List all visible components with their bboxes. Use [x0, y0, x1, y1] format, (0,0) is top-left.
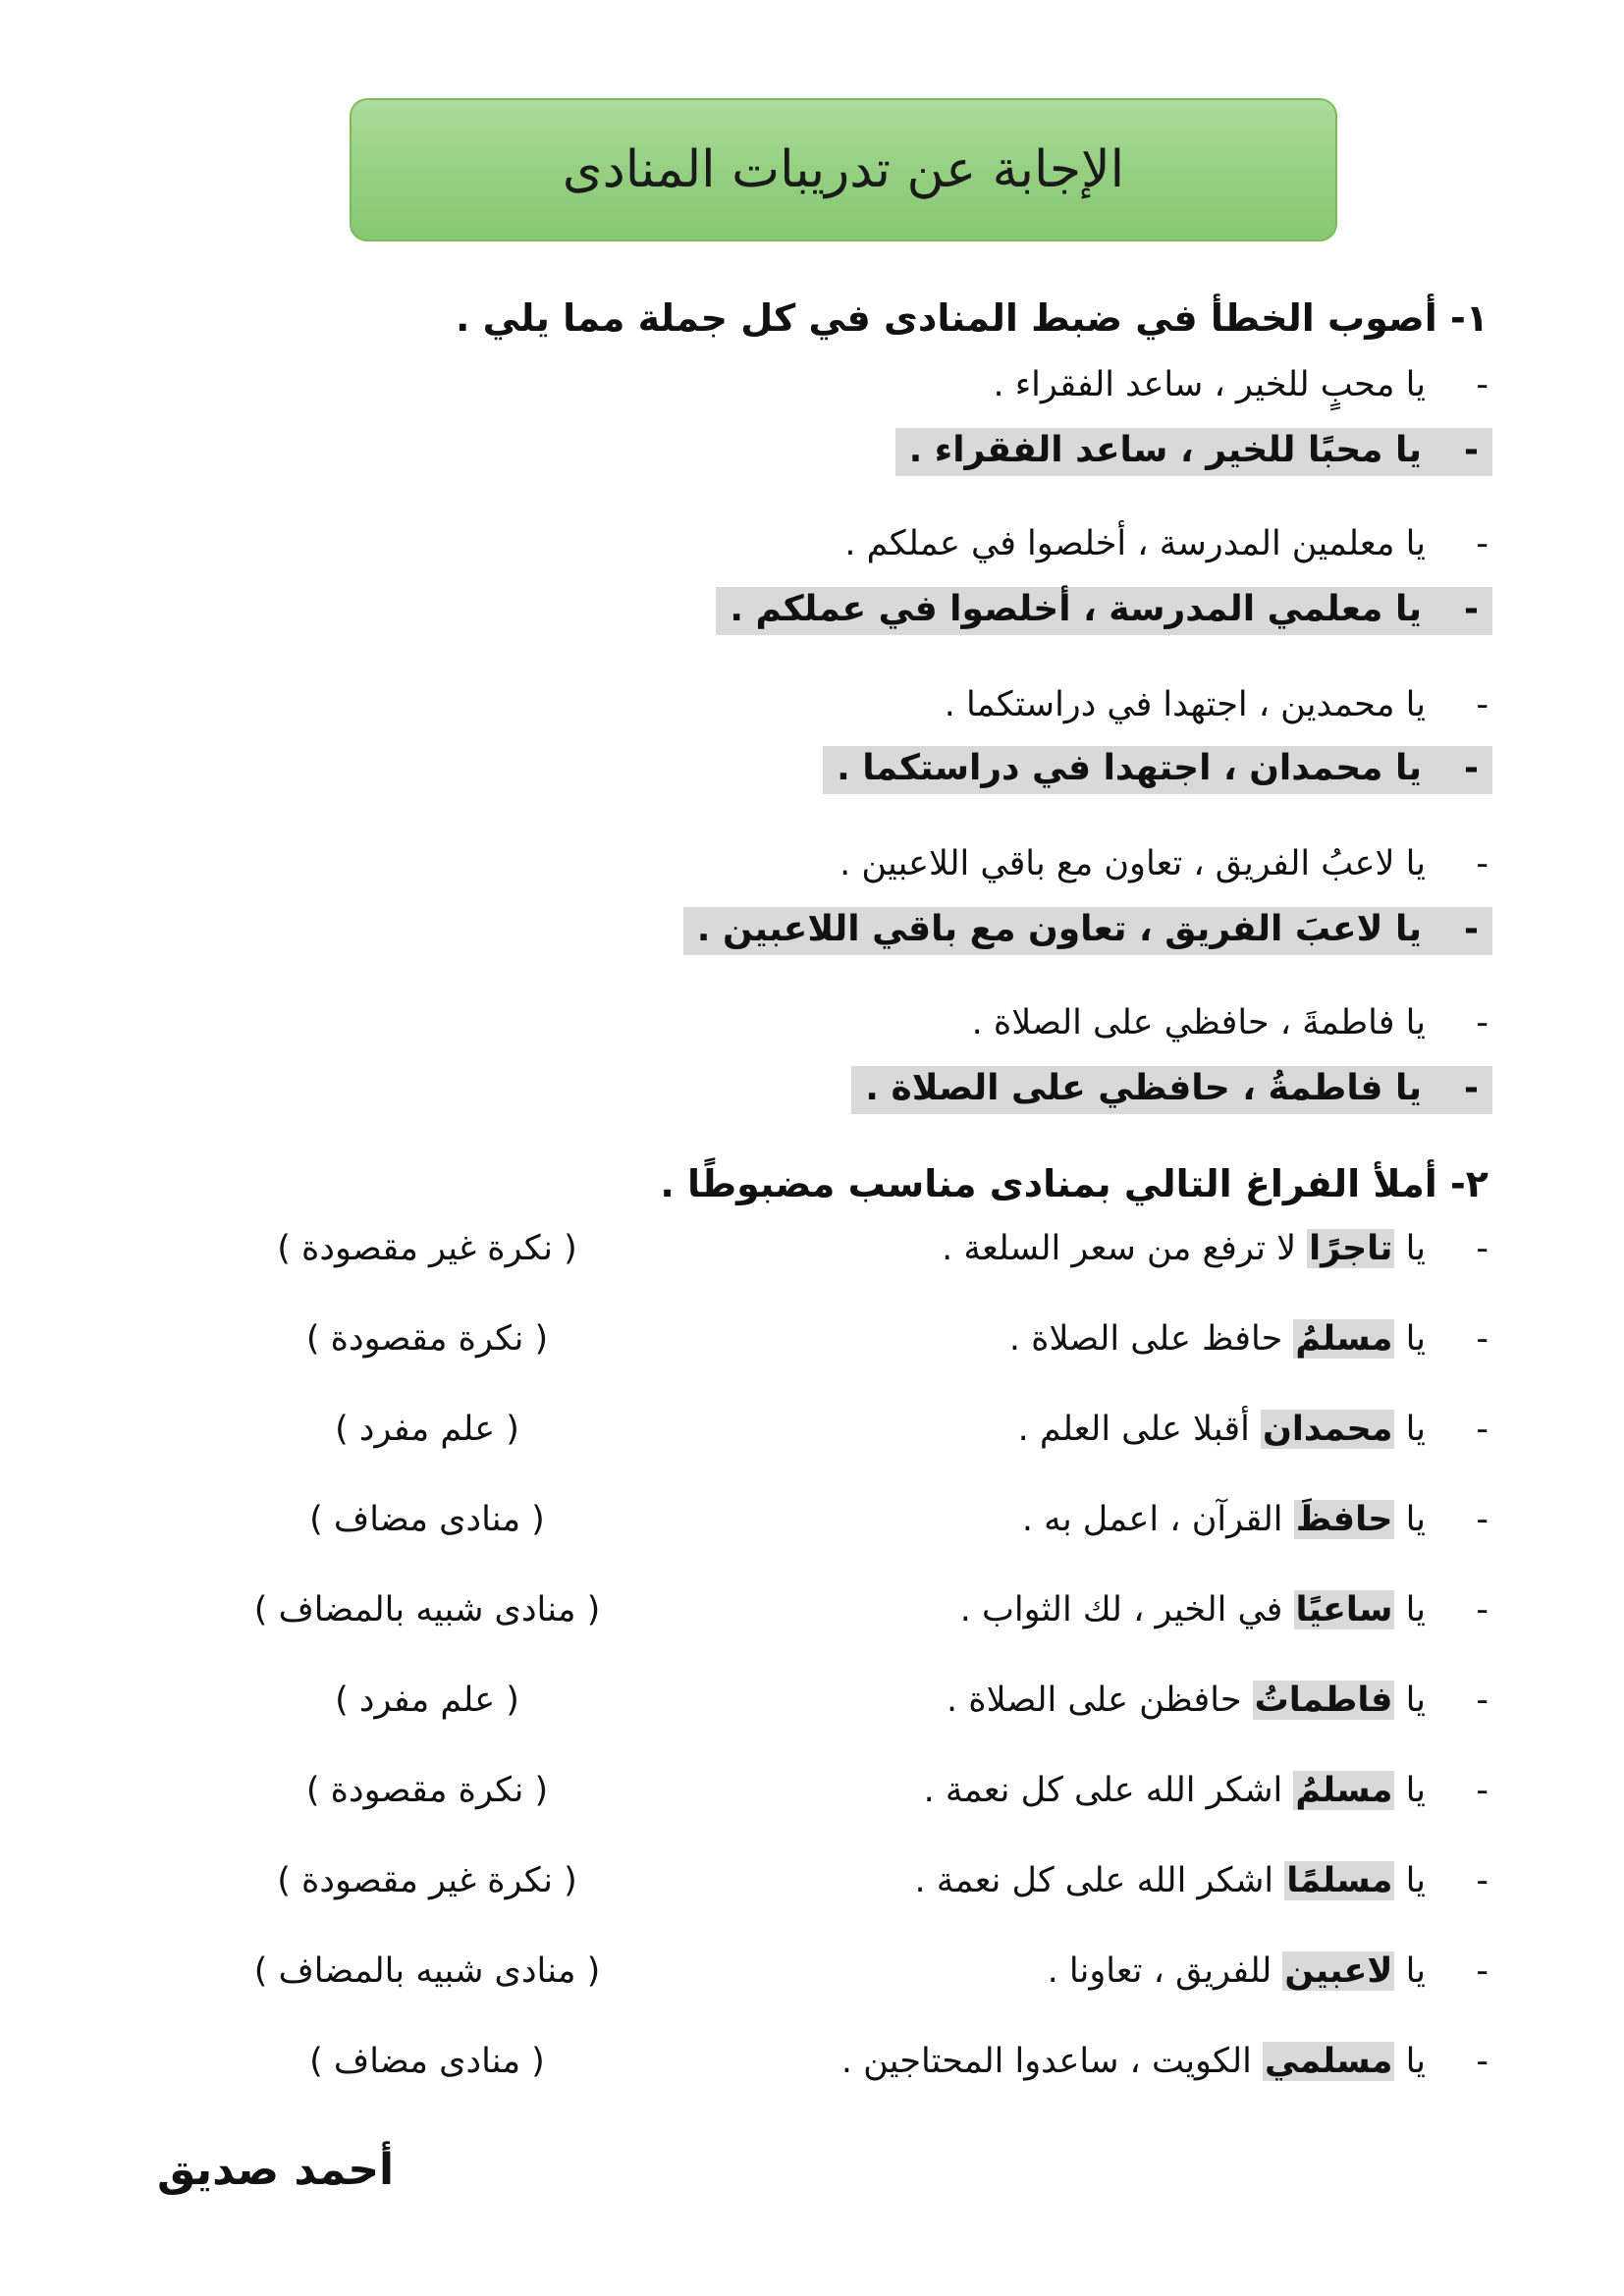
- section1-answer-5: - يا فاطمةُ ، حافظي على الصلاة .: [851, 1066, 1492, 1114]
- section1-answer-4: - يا لاعبَ الفريق ، تعاون مع باقي اللاعبين .: [683, 907, 1492, 955]
- section2-type-9: ( منادى شبيه بالمضاف ): [253, 1951, 601, 1991]
- section1-question-2: - يا معلمين المدرسة ، أخلصوا في عملكم .: [844, 524, 1489, 563]
- section1-answer-2: - يا معلمي المدرسة ، أخلصوا في عملكم .: [716, 587, 1492, 635]
- section2-type-1: ( نكرة غير مقصودة ): [277, 1229, 577, 1268]
- section2-type-4: ( منادى مضاف ): [309, 1500, 545, 1539]
- section2-item-4: - يا حافظَ القرآن ، اعمل به .: [1021, 1500, 1489, 1539]
- section1-question-5: - يا فاطمةَ ، حافظي على الصلاة .: [971, 1003, 1489, 1042]
- author-signature: أحمد صديق: [157, 2145, 395, 2195]
- section2-item-2: - يا مسلمُ حافظ على الصلاة .: [1008, 1319, 1489, 1359]
- section2-item-1: - يا تاجرًا لا ترفع من سعر السلعة .: [942, 1229, 1489, 1268]
- title-banner: [350, 98, 1337, 241]
- section2-type-2: ( نكرة مقصودة ): [305, 1319, 549, 1359]
- section2-type-5: ( منادى شبيه بالمضاف ): [253, 1590, 601, 1629]
- section1-question-1: - يا محبٍ للخير ، ساعد الفقراء .: [993, 365, 1489, 404]
- section2-type-7: ( نكرة مقصودة ): [305, 1771, 549, 1810]
- section2-item-7: - يا مسلمُ اشكر الله على كل نعمة .: [923, 1771, 1489, 1810]
- page-title: الإجابة عن تدريبات المنادى: [562, 140, 1125, 199]
- section1-answer-1: - يا محبًا للخير ، ساعد الفقراء .: [895, 428, 1492, 476]
- section1-question-4: - يا لاعبُ الفريق ، تعاون مع باقي اللاعبين .: [839, 844, 1489, 883]
- section2-type-8: ( نكرة غير مقصودة ): [277, 1861, 577, 1900]
- section2-heading: ٢- أملأ الفراغ التالي بمنادى مناسب مضبوطًا .: [660, 1162, 1489, 1205]
- section2-item-8: - يا مسلمًا اشكر الله على كل نعمة .: [914, 1861, 1489, 1900]
- section1-answer-3: - يا محمدان ، اجتهدا في دراستكما .: [823, 746, 1492, 794]
- section2-item-6: - يا فاطماتُ حافظن على الصلاة .: [947, 1681, 1489, 1720]
- section2-item-3: - يا محمدان أقبلا على العلم .: [1017, 1410, 1489, 1449]
- section2-type-3: ( علم مفرد ): [335, 1410, 519, 1449]
- section2-item-5: - يا ساعيًا في الخير ، لك الثواب .: [959, 1590, 1489, 1629]
- section2-item-9: - يا لاعبين للفريق ، تعاونا .: [1047, 1951, 1489, 1991]
- section2-type-10: ( منادى مضاف ): [309, 2042, 545, 2081]
- section1-heading: ١- أصوب الخطأ في ضبط المنادى في كل جملة مما يلي .: [455, 296, 1489, 340]
- section2-type-6: ( علم مفرد ): [335, 1681, 519, 1720]
- section2-item-10: - يا مسلمي الكويت ، ساعدوا المحتاجين .: [840, 2042, 1489, 2081]
- section1-question-3: - يا محمدين ، اجتهدا في دراستكما .: [944, 685, 1489, 724]
